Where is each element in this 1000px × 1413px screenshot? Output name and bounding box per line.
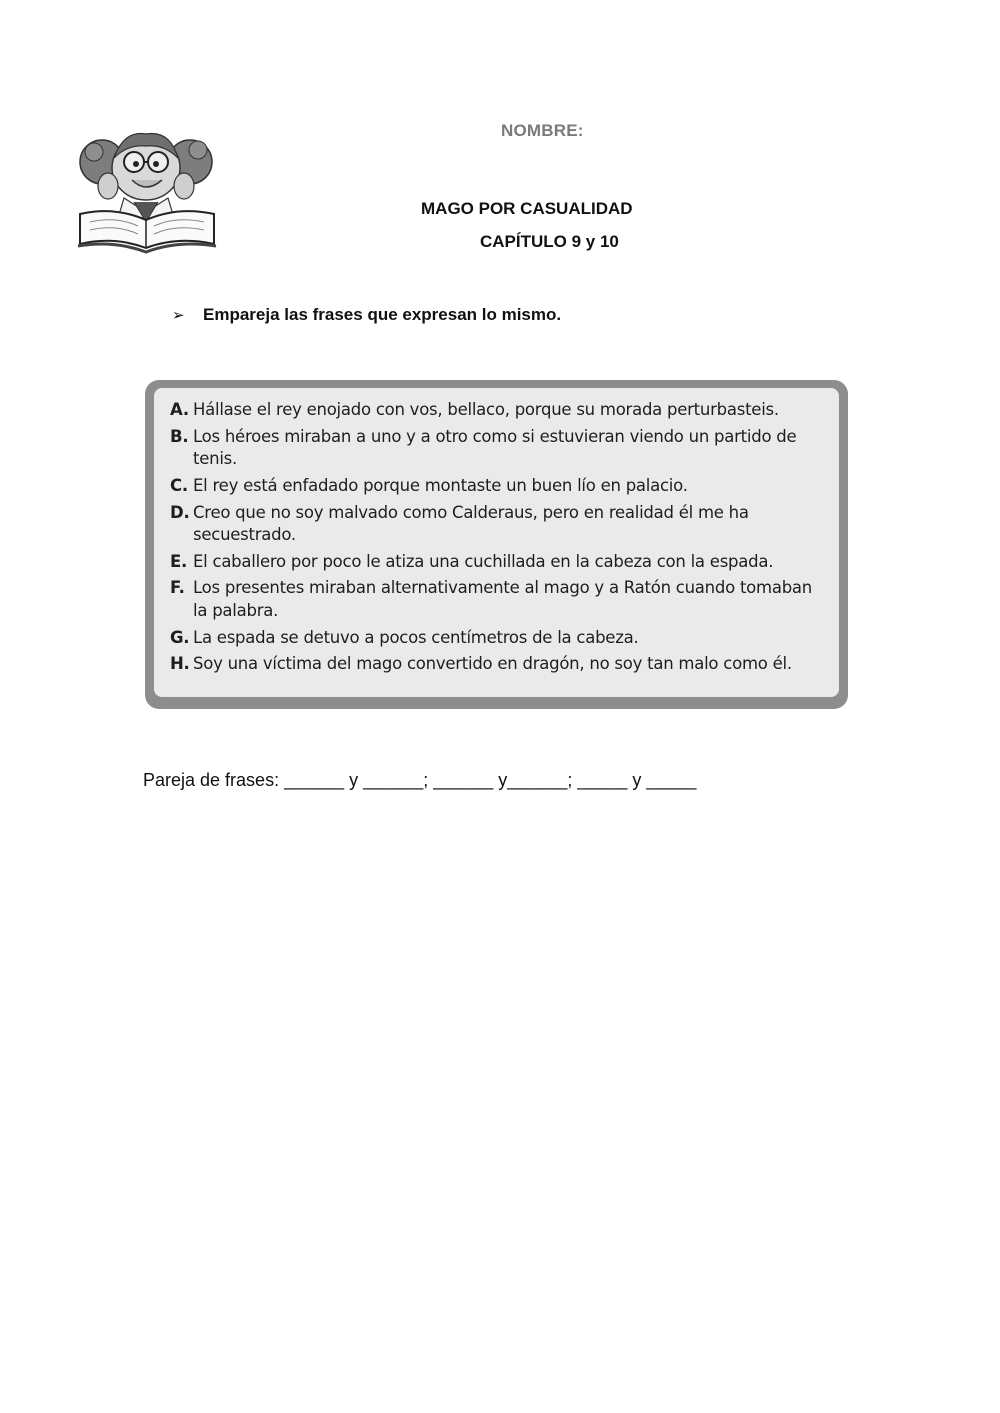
item-letter: C.	[170, 475, 188, 495]
list-item	[170, 399, 831, 422]
list-item	[170, 502, 831, 547]
item-letter: F.	[170, 578, 185, 598]
name-label: NOMBRE:	[501, 121, 584, 140]
item-text: Soy una víctima del mago convertido en dragón, no soy tan malo como él.	[193, 654, 792, 674]
item-letter: B.	[170, 426, 189, 446]
item-text: Los héroes miraban a uno y a otro como si estuvieran viendo un partido de tenis.	[193, 426, 797, 469]
pairs-answer-line: Pareja de frases: ______ y ______; ______ y______; _____ y _____	[143, 770, 697, 790]
arrow-bullet-icon: ➢	[172, 307, 185, 324]
list-item	[170, 627, 831, 650]
sentences-list	[154, 388, 839, 697]
list-item	[170, 426, 831, 471]
item-letter: H.	[170, 654, 190, 674]
list-item	[170, 653, 831, 676]
item-letter: E.	[170, 551, 188, 571]
item-text: El rey está enfadado porque montaste un buen lío en palacio.	[193, 475, 688, 495]
instruction-text: Empareja las frases que expresan lo mismo.	[203, 305, 562, 324]
list-item	[170, 475, 831, 498]
item-text: Creo que no soy malvado como Calderaus, pero en realidad él me ha secuestrado.	[193, 502, 749, 545]
item-text: Los presentes miraban alternativamente al mago y a Ratón cuando tomaban la palabra.	[193, 578, 812, 620]
item-text: Hállase el rey enojado con vos, bellaco, porque su morada perturbasteis.	[193, 400, 779, 419]
sentences-box	[145, 380, 848, 709]
document-title: MAGO POR CASUALIDAD	[421, 199, 633, 218]
item-letter: A.	[170, 400, 189, 419]
list-item	[170, 551, 831, 574]
item-letter: D.	[170, 502, 190, 522]
chapter-subtitle: CAPÍTULO 9 y 10	[480, 232, 619, 251]
instruction	[172, 305, 561, 325]
girl-reading-book-illustration	[74, 122, 220, 254]
item-text: La espada se detuvo a pocos centímetros de la cabeza.	[193, 627, 639, 647]
item-letter: G.	[170, 627, 190, 647]
list-item	[170, 577, 831, 622]
item-text: El caballero por poco le atiza una cuchillada en la cabeza con la espada.	[193, 551, 774, 571]
